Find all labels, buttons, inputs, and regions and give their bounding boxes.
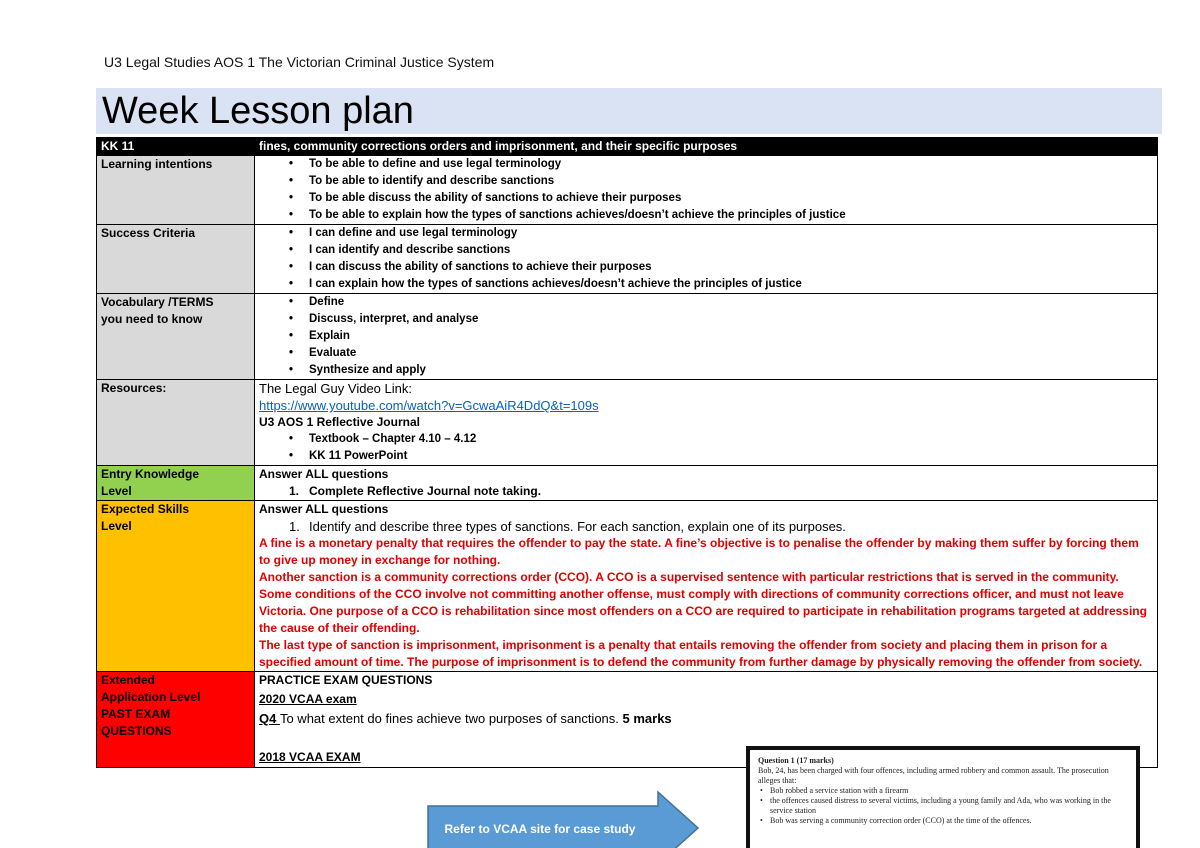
list-item: • Explain [259,328,1153,345]
vocabulary-label: Vocabulary /TERMS you need to know [97,294,255,380]
list-item: • the offences caused distress to several victims, including a young family and Ada, who was working in the service station [758,796,1128,816]
list-item: • I can identify and describe sanctions [259,242,1153,259]
learning-intentions-list [259,156,1153,224]
success-criteria-row [97,225,1158,294]
list-item: • KK 11 PowerPoint [259,448,1153,465]
answer-paragraph: A fine is a monetary penalty that requires the offender to pay the state. A fine’s objective is to penalise the offender by making them suffer by forcing them to give up money in exchange for nothing. [259,536,1139,567]
video-link[interactable]: https://www.youtube.com/watch?v=GcwaAiR4DdQ&t=109s [259,398,599,413]
list-item: • To be able to explain how the types of sanctions achieves/doesn’t achieve the principles of justice [259,207,1153,224]
list-item: • To be able to identify and describe sanctions [259,173,1153,190]
resources-label: Resources: [97,380,255,466]
list-item: • Synthesize and apply [259,362,1153,379]
vocabulary-list [259,294,1153,379]
list-item: • I can explain how the types of sanctions achieves/doesn’t achieve the principles of justice [259,276,1153,293]
question-intro: Bob, 24, has been charged with four offences, including armed robbery and common assault. The prosecution alleges that: [758,766,1109,785]
page-title: Week Lesson plan [102,90,414,132]
expected-row [97,501,1158,672]
vocabulary-row [97,294,1158,380]
list-item: • Textbook – Chapter 4.10 – 4.12 [259,431,1153,448]
expected-heading: Answer ALL questions [259,502,389,516]
list-item: • To be able discuss the ability of sanctions to achieve their purposes [259,190,1153,207]
exam-question-image [746,746,1140,848]
callout-label: Refer to VCAA site for case study [444,822,636,836]
entry-question: 1. Complete Reflective Journal note taking. [289,484,542,498]
resources-list [259,431,1153,465]
kk-label: KK 11 [97,138,255,156]
exam-2018-heading: 2018 VCAA EXAM [259,750,361,764]
answer-paragraph: Another sanction is a community corrections order (CCO). A CCO is a supervised sentence with particular restrictions that is served in the community. Some conditions of the CCO involve not committing another offense, must comply with directions of community corrections officer, and must not leave Victoria. One purpose of a CCO is rehabilitation since most offenders on a CCO are required to participate in rehabilitation programs targeted at addressing the cause of their offending. [259,570,1147,635]
entry-heading: Answer ALL questions [259,467,389,481]
list-item: • I can define and use legal terminology [259,225,1153,242]
resources-row [97,380,1158,466]
list-item: • Discuss, interpret, and analyse [259,311,1153,328]
list-item: • Bob robbed a service station with a firearm [758,786,1128,796]
q4-text: Q4 To what extent do fines achieve two purposes of sanctions. 5 marks [259,711,672,726]
lesson-plan-table [96,137,1158,768]
success-criteria-list [259,225,1153,293]
list-item: • Define [259,294,1153,311]
learning-intentions-row [97,156,1158,225]
success-criteria-label: Success Criteria [97,225,255,294]
extended-heading: PRACTICE EXAM QUESTIONS [259,673,433,687]
expected-label: Expected Skills Level [97,501,255,672]
list-item: • Evaluate [259,345,1153,362]
callout-arrow [426,790,702,848]
list-item: • Bob was serving a community correction order (CCO) at the time of the offences. [758,816,1128,826]
exam-2020-heading: 2020 VCAA exam [259,692,357,706]
entry-label: Entry Knowledge Level [97,466,255,501]
kk-text: fines, community corrections orders and imprisonment, and their specific purposes [255,138,1158,156]
course-header: U3 Legal Studies AOS 1 The Victorian Criminal Justice System [104,54,495,70]
expected-question: 1. Identify and describe three types of sanctions. For each sanction, explain one of its purposes. [289,519,846,534]
list-item: • To be able to define and use legal terminology [259,156,1153,173]
entry-row [97,466,1158,501]
learning-intentions-label: Learning intentions [97,156,255,225]
video-text: The Legal Guy Video Link: [259,381,412,396]
kk-row [97,138,1158,156]
question-title: Question 1 (17 marks) [758,756,834,765]
journal-text: U3 AOS 1 Reflective Journal [259,415,420,429]
answer-paragraph: The last type of sanction is imprisonment, imprisonment is a penalty that entails removing the offender from society and placing them in prison for a specified amount of time. The purpose of imprisonment is to defend the community from further damage by physically removing the offender from society. [259,638,1143,669]
list-item: • I can discuss the ability of sanctions to achieve their purposes [259,259,1153,276]
extended-label: Extended Application Level PAST EXAM QUESTIONS [97,672,255,768]
question-points [758,786,1128,826]
